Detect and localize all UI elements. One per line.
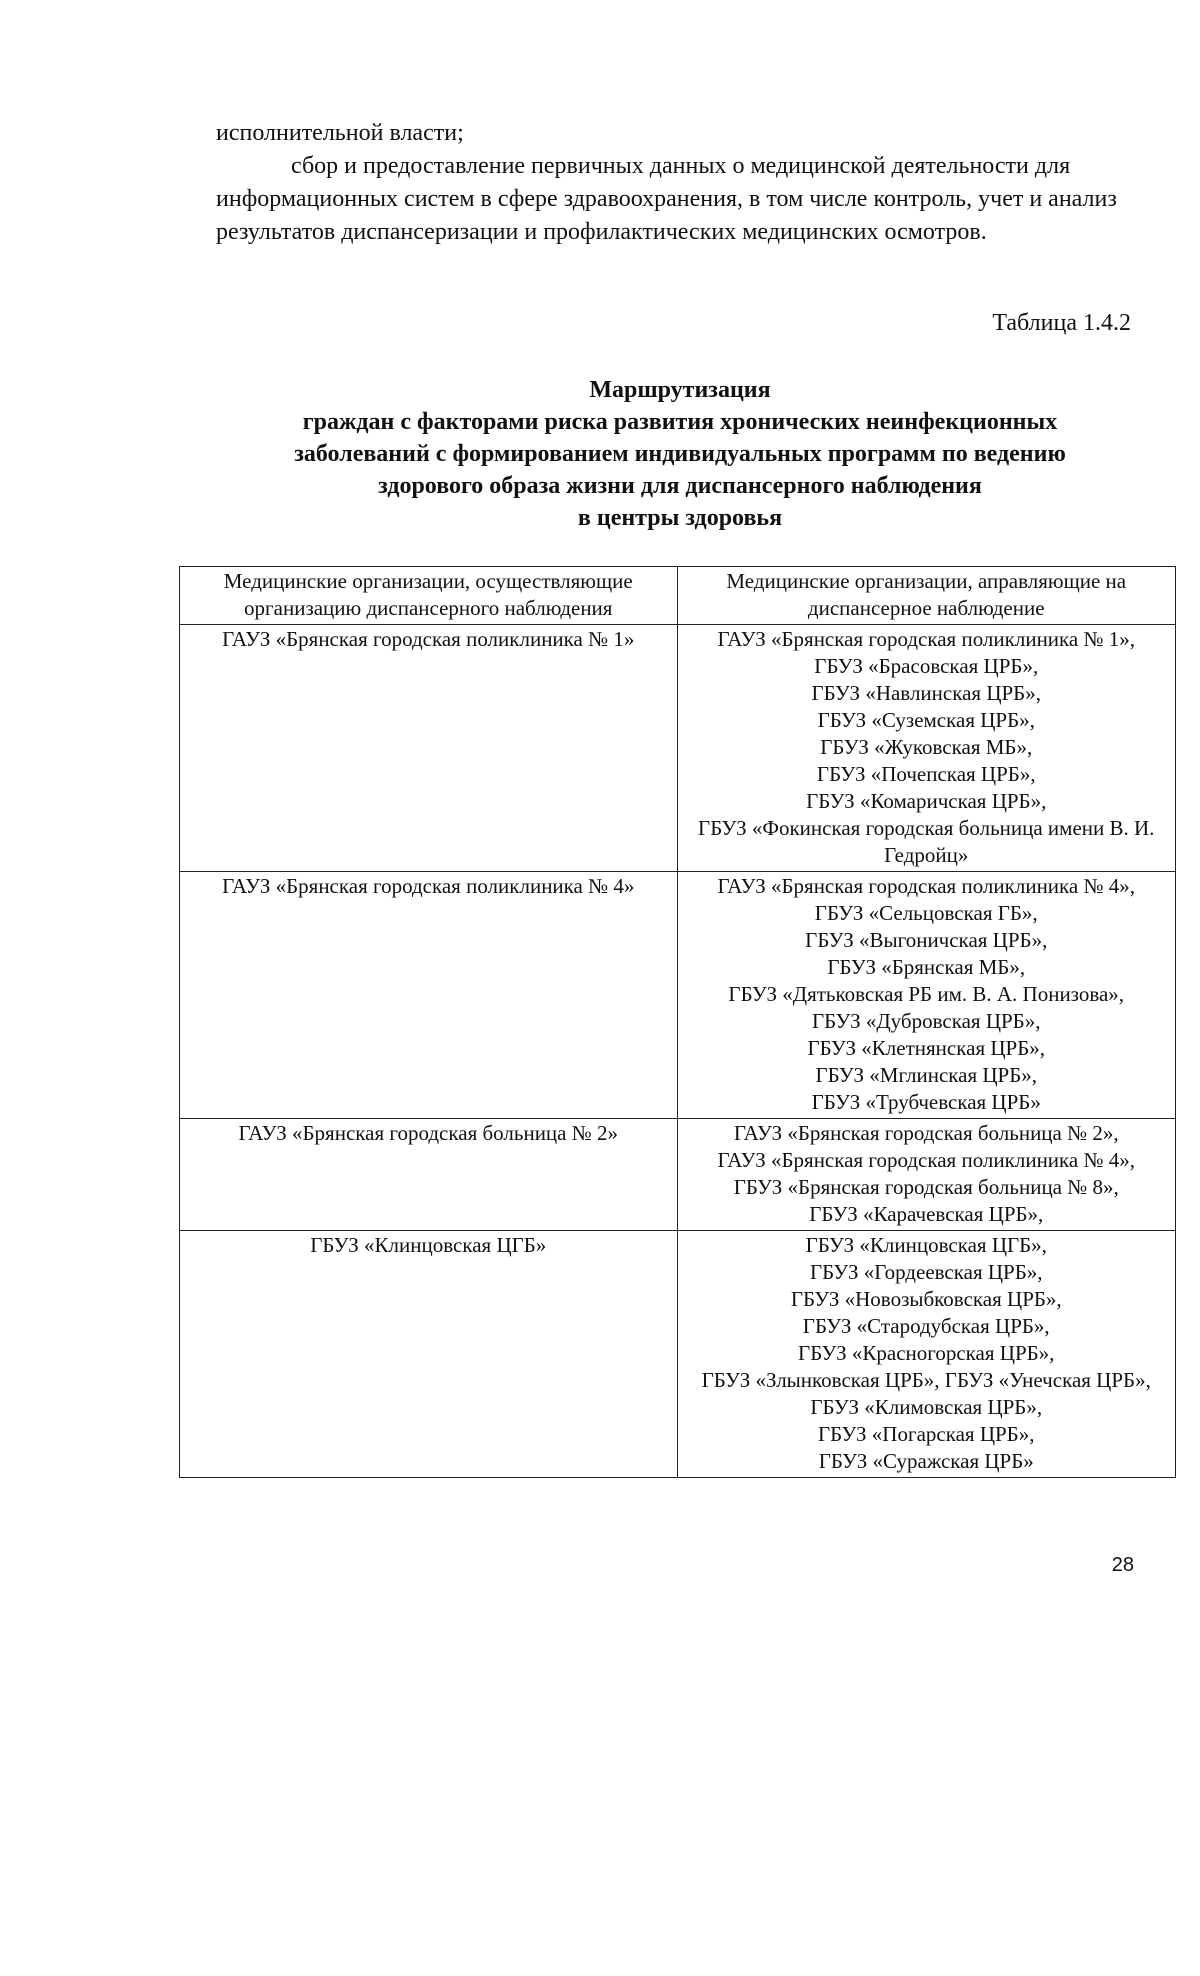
referrer-org: ГБУЗ «Сельцовская ГБ», [814, 901, 1038, 925]
organizer-cell: ГАУЗ «Брянская городская больница № 2» [180, 1119, 678, 1231]
referrer-org: ГБУЗ «Погарская ЦРБ», [817, 1422, 1035, 1446]
organizer-cell: ГБУЗ «Клинцовская ЦГБ» [180, 1231, 678, 1478]
intro-paragraph: сбор и предоставление первичных данных о медицинской деятельности для информационных систем в сфере здравоохранения, в том числе контроль, учет и анализ результатов диспансеризации и профилактических медицинских осмотров. [216, 153, 1117, 245]
referrer-org: ГБУЗ «Брянская МБ», [827, 955, 1026, 979]
referrer-org: ГАУЗ «Брянская городская поликлиника № 4», [717, 874, 1136, 898]
referrer-org: ГБУЗ «Климовская ЦРБ», [810, 1395, 1043, 1419]
column-header-organizer: Медицинские организации, осуществляющие организацию диспансерного наблюдения [180, 567, 678, 625]
referrer-org: ГБУЗ «Брасовская ЦРБ», [814, 654, 1039, 678]
referrers-cell [677, 1119, 1176, 1231]
intro-text [216, 117, 1131, 249]
referrer-org: ГБУЗ «Дубровская ЦРБ», [812, 1009, 1041, 1033]
table-title [200, 374, 1160, 534]
table-row [180, 872, 1176, 1119]
referrers-cell [677, 625, 1176, 872]
referrer-org: ГБУЗ «Жуковская МБ», [820, 735, 1033, 759]
title-line: здорового образа жизни для диспансерного наблюдения [378, 473, 982, 499]
intro-line: исполнительной власти; [216, 120, 464, 146]
organizer-cell: ГАУЗ «Брянская городская поликлиника № 4» [180, 872, 678, 1119]
title-line: в центры здоровья [577, 505, 783, 531]
column-header-referrers: Медицинские организации, аправляющие на диспансерное наблюдение [677, 567, 1176, 625]
referrers-cell [677, 872, 1176, 1119]
title-line: заболеваний с формированием индивидуальных программ по ведению [294, 441, 1066, 467]
referrer-org: ГБУЗ «Почепская ЦРБ», [816, 762, 1036, 786]
table-row [180, 1231, 1176, 1478]
referrer-org: ГАУЗ «Брянская городская больница № 2», [733, 1121, 1119, 1145]
referrer-org: ГБУЗ «Стародубская ЦРБ», [802, 1314, 1050, 1338]
referrer-org: ГБУЗ «Трубчевская ЦРБ» [811, 1090, 1041, 1114]
referrer-org: ГБУЗ «Карачевская ЦРБ», [809, 1202, 1044, 1226]
referrer-org: ГБУЗ «Новозыбковская ЦРБ», [790, 1287, 1062, 1311]
referrer-org: ГБУЗ «Брянская городская больница № 8», [733, 1175, 1119, 1199]
routing-table [179, 566, 1176, 1478]
table-body [180, 625, 1176, 1478]
table-number-label: Таблица 1.4.2 [992, 310, 1131, 336]
referrer-org: ГБУЗ «Клинцовская ЦГБ», [805, 1233, 1047, 1257]
referrer-org: ГБУЗ «Суземская ЦРБ», [817, 708, 1035, 732]
referrer-org: ГБУЗ «Суражская ЦРБ» [818, 1449, 1034, 1473]
referrer-org: ГБУЗ «Гордеевская ЦРБ», [809, 1260, 1043, 1284]
referrer-org: ГБУЗ «Дятьковская РБ им. В. А. Понизова», [728, 982, 1125, 1006]
referrer-org: ГБУЗ «Выгоничская ЦРБ», [805, 928, 1048, 952]
table-row [180, 1119, 1176, 1231]
referrer-org: ГБУЗ «Фокинская городская больница имени В. И. Гедройц» [698, 816, 1155, 867]
referrers-cell [677, 1231, 1176, 1478]
referrer-org: ГБУЗ «Клетнянская ЦРБ», [807, 1036, 1046, 1060]
title-line: граждан с факторами риска развития хронических неинфекционных [302, 409, 1058, 435]
title-line: Маршрутизация [589, 377, 771, 403]
referrer-org: ГАУЗ «Брянская городская поликлиника № 4», [717, 1148, 1136, 1172]
table-header-row [180, 567, 1176, 625]
referrer-org: ГАУЗ «Брянская городская поликлиника № 1», [717, 627, 1136, 651]
referrer-org: ГБУЗ «Злынковская ЦРБ», ГБУЗ «Унечская ЦРБ», [701, 1368, 1151, 1392]
organizer-cell: ГАУЗ «Брянская городская поликлиника № 1» [180, 625, 678, 872]
referrer-org: ГБУЗ «Мглинская ЦРБ», [815, 1063, 1038, 1087]
table-row [180, 625, 1176, 872]
page-number: 28 [1111, 1554, 1134, 1576]
referrer-org: ГБУЗ «Комаричская ЦРБ», [806, 789, 1047, 813]
referrer-org: ГБУЗ «Навлинская ЦРБ», [811, 681, 1041, 705]
referrer-org: ГБУЗ «Красногорская ЦРБ», [798, 1341, 1055, 1365]
